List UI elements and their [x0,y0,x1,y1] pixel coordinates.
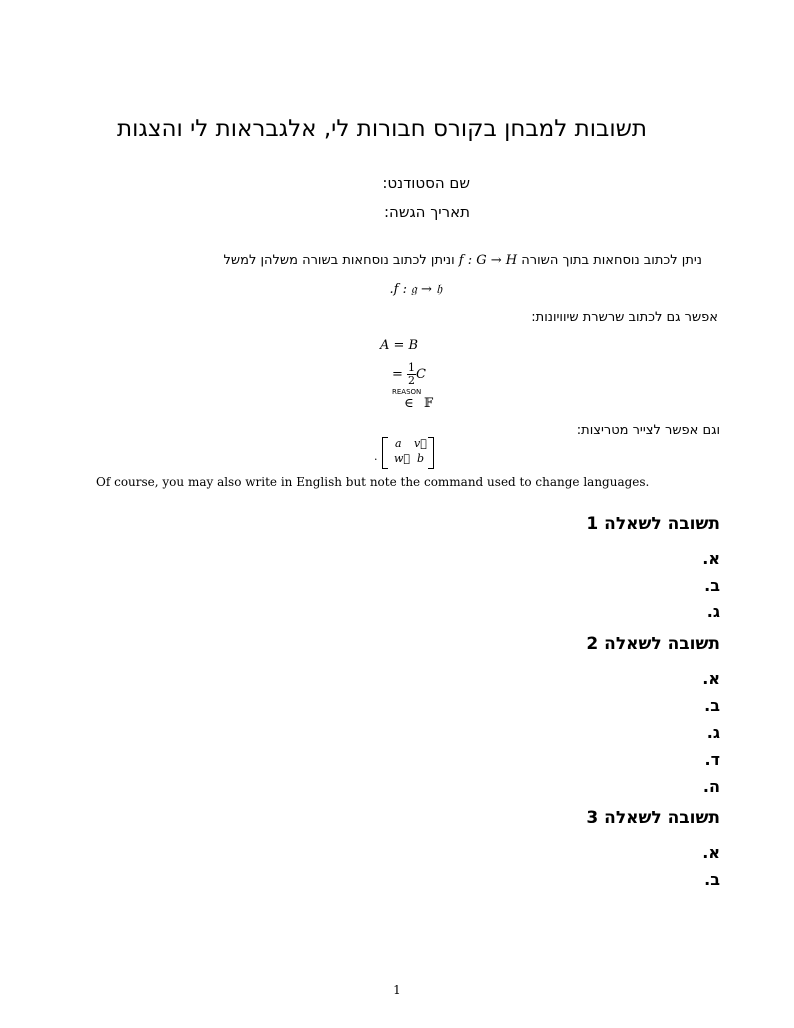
fraction-denominator: 2 [408,374,416,387]
answer-item: ב. [704,576,720,595]
inline-math-a: f : G → H [458,253,518,268]
matrix-left-bracket [382,437,388,469]
document-title: תשובות למבחן בקורס חבורות לי, אלגבראות לי והצגות [116,116,648,142]
submit-date-label: תאריך הגשה: [384,203,470,221]
inline-math-b: .f : 𝔤 → 𝔥 [389,282,442,297]
equals-sign: = [392,367,403,382]
answer-item: ב. [704,696,720,715]
equation-line-3 [392,388,452,412]
field-symbol: 𝔽 [424,396,434,411]
matrix-cell: b [417,452,425,465]
fraction [407,362,416,387]
page-number: 1 [393,983,401,997]
matrix-cell: w⃗ [394,452,411,465]
fraction-numerator: 1 [408,361,416,374]
section-heading-1: תשובה לשאלה 1 [586,514,720,534]
element-of-symbol: ∈ [404,396,414,411]
answer-item: א. [702,843,720,862]
inline-formula-paragraph [224,253,702,268]
answer-item: ג. [706,602,720,621]
answer-item: א. [702,669,720,688]
matrix-cell: a [395,437,402,450]
answer-item: ה. [702,777,720,796]
equation-line-1: A = B [380,338,419,353]
equation-chain [378,338,458,410]
inline-text-b: וניתן לכתוב נוסחאות בשורה משלהן למשל [223,253,455,268]
matrix-right-bracket [428,437,434,469]
matrix-intro: וגם אפשר לצייר מטריצות: [576,423,720,438]
section-heading-3: תשובה לשאלה 3 [586,808,720,828]
student-name-label: שם הסטודנט: [382,174,470,192]
answer-item: ב. [704,870,720,889]
answer-item: ד. [704,750,720,769]
inline-text-a: ניתן לכתוב נוסחאות בתוך השורה [521,253,702,268]
matrix-period: . [374,450,378,463]
reason-label: REASON [392,388,422,396]
matrix [374,436,438,470]
answer-item: א. [702,549,720,568]
equation-chain-intro: אפשר גם לכתוב שרשרת שיוויונות: [531,310,718,325]
matrix-cell: v⃗ [414,437,427,450]
english-note: Of course, you may also write in English but note the command used to change languages. [96,475,650,489]
equation-line-2 [392,362,426,387]
section-heading-2: תשובה לשאלה 2 [586,634,720,654]
answer-item: ג. [706,723,720,742]
variable-c: C [416,367,426,382]
